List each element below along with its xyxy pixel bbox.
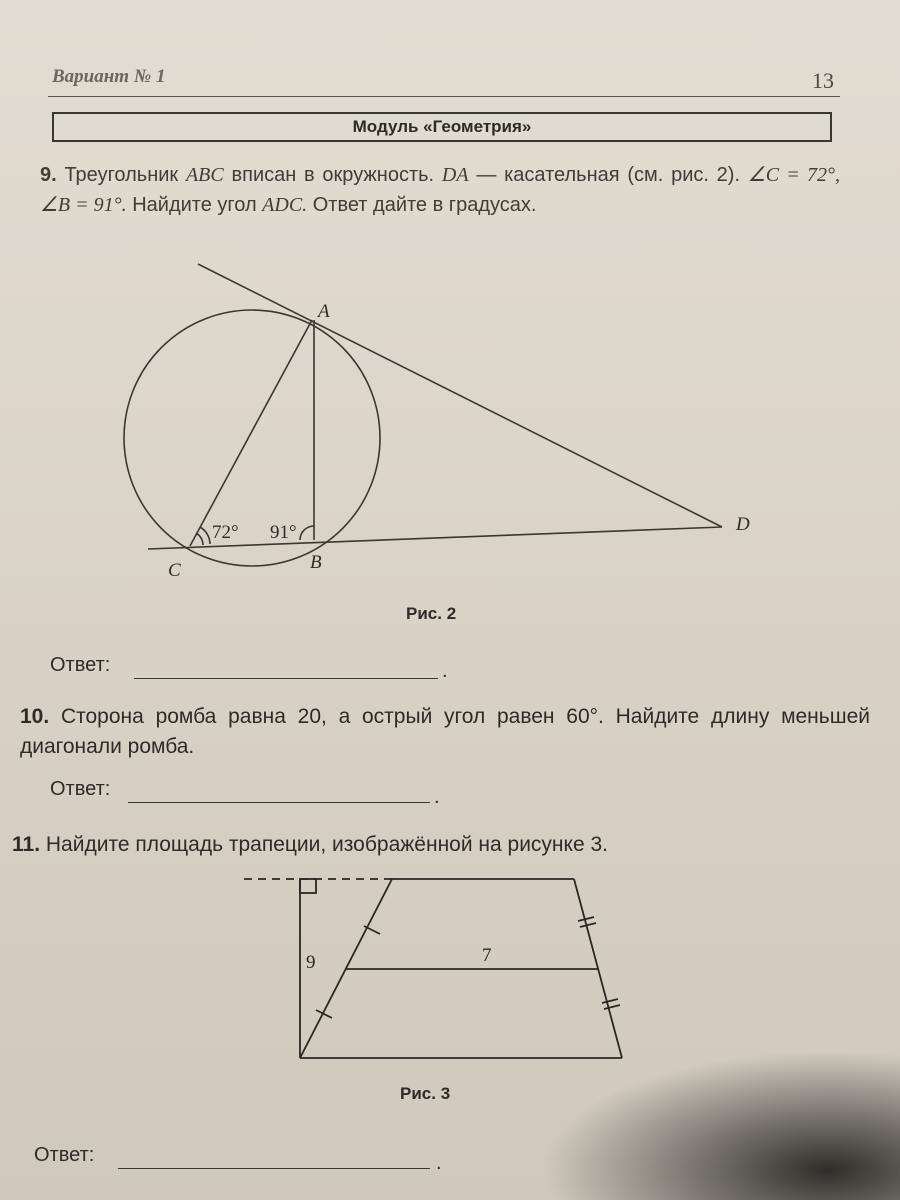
q10-answer-label: Ответ:: [50, 778, 111, 800]
photo-shadow: [540, 1050, 900, 1200]
q9-answer-label: Ответ:: [50, 654, 111, 676]
q9-angle-c: ∠C = 72°,: [747, 164, 840, 186]
midline-label: 7: [482, 945, 492, 966]
right-tick-lower-2: [604, 1005, 620, 1009]
question-9-number: 9.: [40, 164, 57, 186]
q11-answer-label: Ответ:: [34, 1144, 95, 1166]
angle-c-value: 72°: [212, 522, 239, 543]
q9-answer-dot: .: [442, 660, 448, 682]
height-label: 9: [306, 952, 316, 973]
q11-text: Найдите площадь трапеции, изображённой на рисунке 3.: [45, 833, 608, 856]
variant-header: Вариант № 1: [52, 66, 166, 87]
q9-angle-b: ∠B = 91°.: [40, 194, 127, 216]
question-11-number: 11.: [12, 833, 41, 856]
q9-text-2: вписан в окружность.: [231, 164, 435, 186]
q10-answer-dot: .: [434, 786, 440, 808]
right-tick-lower-1: [602, 999, 618, 1003]
q11-answer-dot: .: [436, 1152, 442, 1174]
question-10-number: 10.: [20, 705, 50, 728]
q9-da: DA: [441, 164, 469, 186]
label-b: B: [310, 552, 322, 573]
figure-3-caption: Рис. 3: [400, 1084, 451, 1103]
q9-text-4: Найдите угол: [132, 194, 257, 216]
q11-answer-field[interactable]: [118, 1168, 430, 1169]
q9-text-5: Ответ дайте в градусах.: [312, 194, 537, 216]
angle-b-value: 91°: [270, 522, 297, 543]
q10-text: Сторона ромба равна 20, а острый угол равен 60°. Найдите длину меньшей диагонали ромба.: [20, 705, 870, 758]
module-title: Модуль «Геометрия»: [52, 112, 832, 142]
q9-adc: ADC.: [262, 194, 308, 216]
figure-2-caption: Рис. 2: [406, 604, 457, 623]
q9-text-3: — касательная (см. рис. 2).: [476, 164, 741, 186]
page-number: 13: [812, 68, 834, 93]
label-d: D: [736, 514, 750, 535]
right-angle-mark: [300, 879, 316, 893]
right-tick-upper-2: [580, 923, 596, 927]
q9-abc: ABC: [185, 164, 224, 186]
label-c: C: [168, 560, 181, 581]
label-a: A: [318, 301, 330, 322]
q9-text-1: Треугольник: [64, 164, 179, 186]
